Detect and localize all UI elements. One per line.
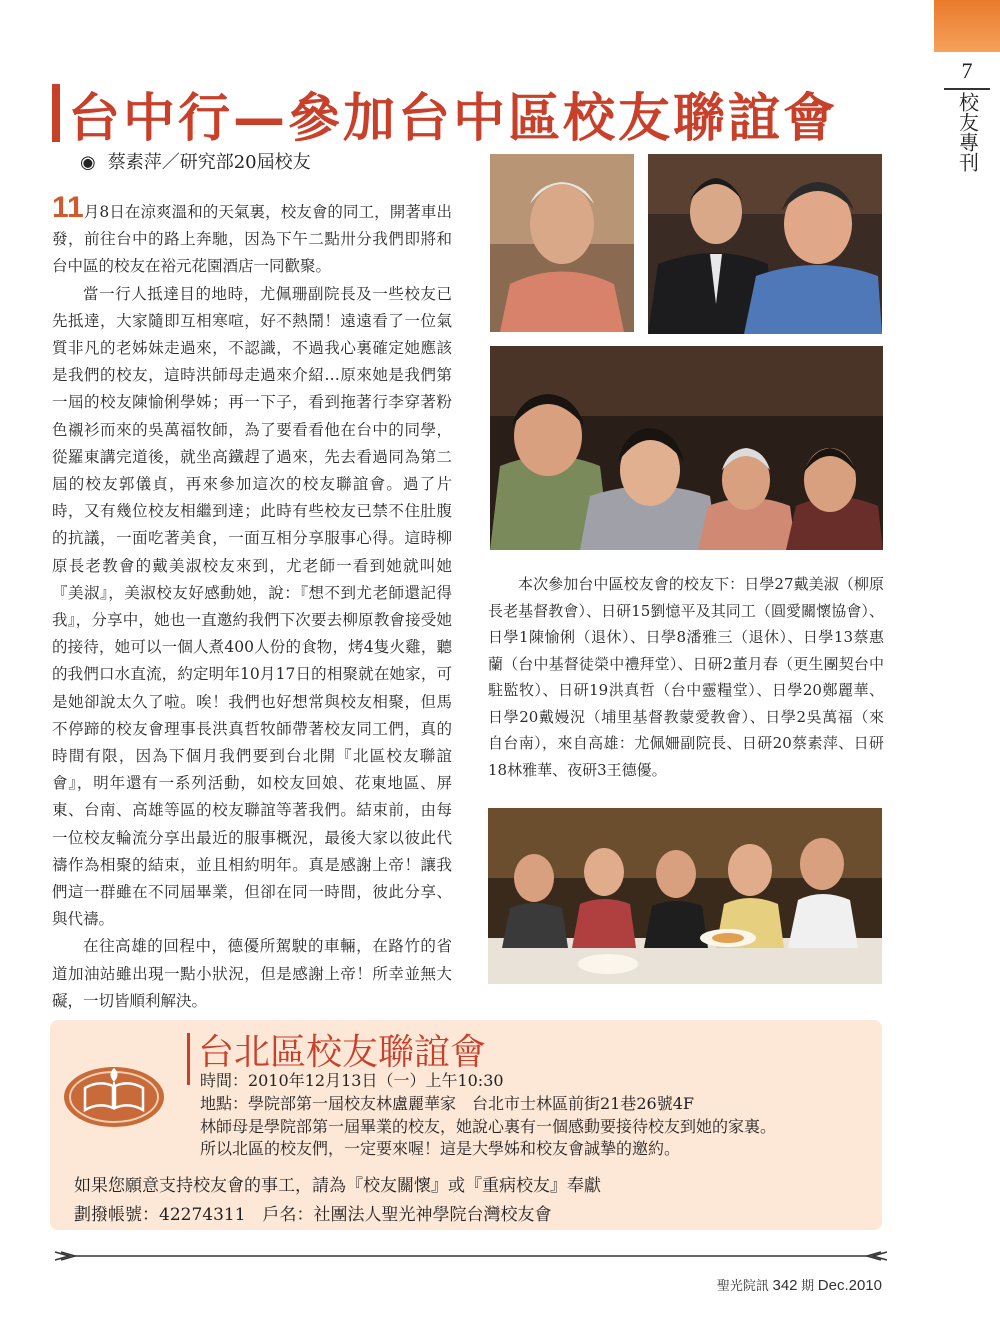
section-tab <box>934 0 1000 190</box>
author-name: 蔡素萍／研究部20屆校友 <box>107 152 311 173</box>
tab-color-block <box>934 0 1000 52</box>
paragraph-3: 在往高雄的回程中，德優所駕駛的車輛，在路竹的省道加油站雖出現一點小狀況，但是感謝上帝！所幸並無大礙，一切皆順利解決。 <box>52 937 452 1010</box>
article-body <box>52 191 452 1015</box>
notice-place: 地點：學院部第一屆校友林盧麗華家 台北市士林區前街21巷26號4F <box>200 1093 695 1113</box>
issue-number: 342 <box>772 1277 798 1294</box>
notice-title: 台北區校友聯誼會 <box>198 1032 487 1073</box>
dropcap: 11 <box>52 191 84 224</box>
author-line <box>80 148 311 174</box>
issue-date: Dec.2010 <box>817 1277 882 1294</box>
account-text: 劃撥帳號：42274311 戶名：社團法人聖光神學院台灣校友會 <box>74 1205 552 1225</box>
notice-time: 時間：2010年12月13日（一）上午10:30 <box>200 1071 504 1090</box>
photo-dinner-group <box>488 808 882 984</box>
section-label: 校友專刊 <box>955 92 980 172</box>
notice-line-4: 所以北區的校友們，一定要來喔！這是大學姊和校友會誠摯的邀約。 <box>200 1139 681 1159</box>
seminary-logo-icon <box>63 1066 165 1128</box>
donation-info <box>74 1172 601 1230</box>
paragraph-1: 11月8日在涼爽溫和的天氣裏，校友會的同工，開著車出發，前往台中的路上奔馳，因為下午二點卅分我們即將和台中區的校友在裕元花園酒店一同歡聚。 <box>52 191 452 276</box>
page-number: 7 <box>961 58 973 83</box>
notice-details <box>200 1070 776 1161</box>
photo-caption: 本次參加台中區校友會的校友下：日學27戴美淑（柳原長老基督教會）、日研15劉憶平及其同工（圓愛關懷協會）、日學1陳愉俐（退休）、日學8潘雅三（退休）、日學13蔡惠蘭（台中基督徒榮中禮拜堂）、日研2董月春（更生團契台中駐監牧）、日研19洪真哲（台中靈糧堂）、日學20鄭麗華、日學20戴嫚況（埔里基督教蒙愛教會）、日學2吳萬福（來自台南），來自高雄：尤佩姍副院長、日研20蔡素萍、日研18林雅華、夜研3王德優。 <box>488 575 884 779</box>
footer-ornament-rule <box>55 1250 887 1262</box>
photo-elderly-man <box>490 154 634 332</box>
tab-divider <box>944 88 990 90</box>
bullet-icon: ◉ <box>80 152 96 173</box>
photo-two-men <box>648 154 882 334</box>
title-accent-bar <box>52 84 60 142</box>
issue-suffix: 期 <box>801 1278 815 1293</box>
publication-name: 聖光院訊 <box>716 1278 769 1293</box>
notice-accent-bar <box>187 1033 190 1085</box>
footer-issue <box>717 1275 882 1294</box>
article-title: 台中行—參加台中區校友聯誼會 <box>68 89 839 149</box>
notice-line-3: 林師母是學院部第一屆畢業的校友，她說心裏有一個感動要接待校友到她的家裏。 <box>200 1116 777 1136</box>
photo-group-four <box>490 346 883 550</box>
support-text: 如果您願意支持校友會的事工，請為『校友關懷』或『重病校友』奉獻 <box>74 1176 601 1196</box>
paragraph-2: 當一行人抵達目的地時，尤佩珊副院長及一些校友已先抵達，大家隨即互相寒喧，好不熱鬧！遠遠看了一位氣質非凡的老姊妹走過來，不認識，不過我心裏確定她應該是我們的校友，這時洪師母走過來介紹…原來她是我們第一屆的校友陳愉俐學姊；再一下子，看到拖著行李穿著粉色襯衫而來的吳萬福牧師，為了要看看他在台中的同學，從羅東講完道後，就坐高鐵趕了過來，先去看過同為第二屆的校友郭儀貞，再來參加這次的校友聯誼會。過了片時，又有幾位校友相繼到達；此時有些校友已禁不住肚腹的抗議，一面吃著美食，一面互相分享服事心得。這時柳原長老教會的戴美淑校友來到，尤老師一看到她就叫她『美淑』，美淑校友好感動她，說：『想不到尤老師還記得我』，分享中，她也一直邀約我們下次要去柳原教會接受她的接待，她可以一個人煮400人份的食物，烤4隻火雞，聽的我們口水直流，約定明年10月17日的相聚就在她家，可是她卻說太久了啦。唉！我們也好想常與校友相聚，但馬不停蹄的校友會理事長洪真哲牧師帶著校友同工們，真的時間有限，因為下個月我們要到台北開『北區校友聯誼會』，明年還有一系列活動，如校友回娘、花東地區、屏東、台南、高雄等區的校友聯誼等著我們。結束前，由每一位校友輪流分享出最近的服事概況，最後大家以彼此代禱作為相聚的結束，並且相約明年。真是感謝上帝！讓我們這一群雖在不同屆畢業，但卻在同一時間，彼此分享、與代禱。 <box>52 284 452 929</box>
